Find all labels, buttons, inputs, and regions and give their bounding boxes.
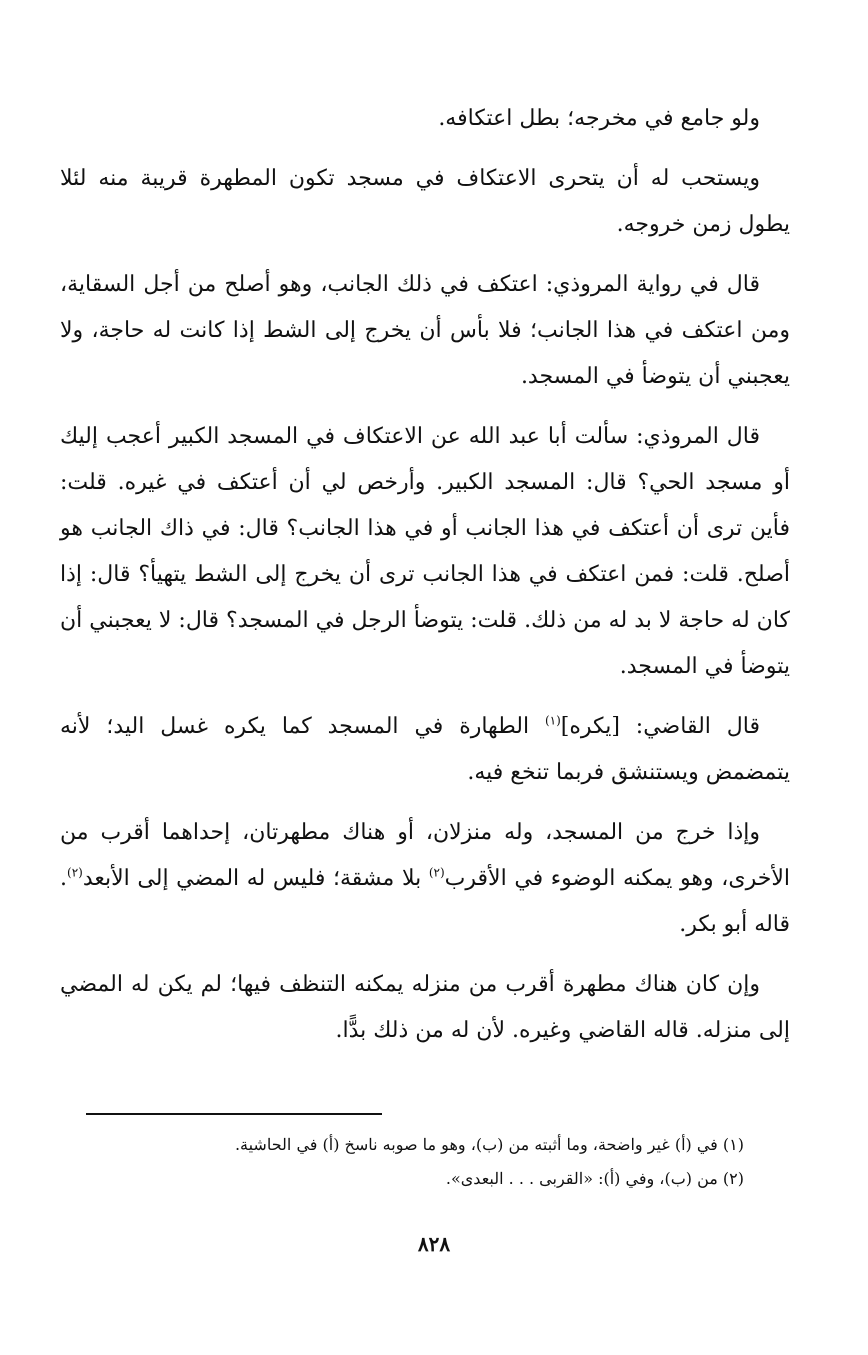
footnote-2: (٢) من (ب)، وفي (أ): «القربى . . . البعدى». — [445, 1169, 744, 1188]
main-text — [60, 96, 790, 1068]
paragraph-6-middle: بلا مشقة؛ فليس له المضي إلى الأبعد — [82, 866, 429, 891]
paragraph-6-end: . قاله أبو بكر. — [60, 866, 790, 937]
paragraph-5 — [60, 704, 790, 796]
paragraph-5-start: قال القاضي: [يكره] — [560, 714, 760, 739]
paragraph-4: قال المروذي: سألت أبا عبد الله عن الاعتكاف في المسجد الكبير أعجب إليك أو مسجد الحي؟ قال: المسجد الكبير. وأرخص لي أن أعتكف في غيره. قلت: فأين ترى أن أعتكف في هذا الجانب أو في هذا الجانب؟ قال: في ذاك الجانب هو أصلح. قلت: فمن اعتكف في هذا الجانب ترى أن يخرج إلى الشط يتهيأ؟ قال: إذا كان له حاجة لا بد له من ذلك. قلت: يتوضأ الرجل في المسجد؟ قال: لا يعجبني أن يتوضأ في المسجد. — [60, 424, 790, 679]
paragraph-5-end: الطهارة في المسجد كما يكره غسل اليد؛ لأنه يتمضمض ويستنشق فربما تنخع فيه. — [60, 714, 790, 785]
footnote-marker-2b: (٢) — [67, 865, 83, 880]
footnotes — [60, 1128, 790, 1196]
page-number: ٨٢٨ — [417, 1232, 451, 1256]
footnote-marker-1: (١) — [544, 713, 561, 728]
paragraph-3: قال في رواية المروذي: اعتكف في ذلك الجانب، وهو أصلح من أجل السقاية، ومن اعتكف في هذا الجانب؛ فلا بأس أن يخرج إلى الشط إذا كانت له حاجة، ولا يعجبني أن يتوضأ في المسجد. — [60, 272, 790, 389]
paragraph-1: ولو جامع في مخرجه؛ بطل اعتكافه. — [438, 106, 760, 131]
paragraph-7: وإن كان هناك مطهرة أقرب من منزله يمكنه التنظف فيها؛ لم يكن له المضي إلى منزله. قاله القاضي وغيره. لأن له من ذلك بدًّا. — [60, 972, 790, 1043]
footnote-marker-2: (٢) — [428, 865, 445, 880]
paragraph-6-start: وإذا خرج من المسجد، وله منزلان، أو هناك مطهرتان، إحداهما أقرب من الأخرى، وهو يمكنه الوضوء في الأقرب — [60, 820, 790, 891]
paragraph-2: ويستحب له أن يتحرى الاعتكاف في مسجد تكون المطهرة قريبة منه لئلا يطول زمن خروجه. — [60, 166, 790, 237]
footnote-1: (١) في (أ) غير واضحة، وما أثبته من (ب)، وهو ما صوبه ناسخ (أ) في الحاشية. — [234, 1135, 744, 1154]
paragraph-6 — [60, 810, 790, 948]
footnote-divider — [86, 1113, 382, 1115]
